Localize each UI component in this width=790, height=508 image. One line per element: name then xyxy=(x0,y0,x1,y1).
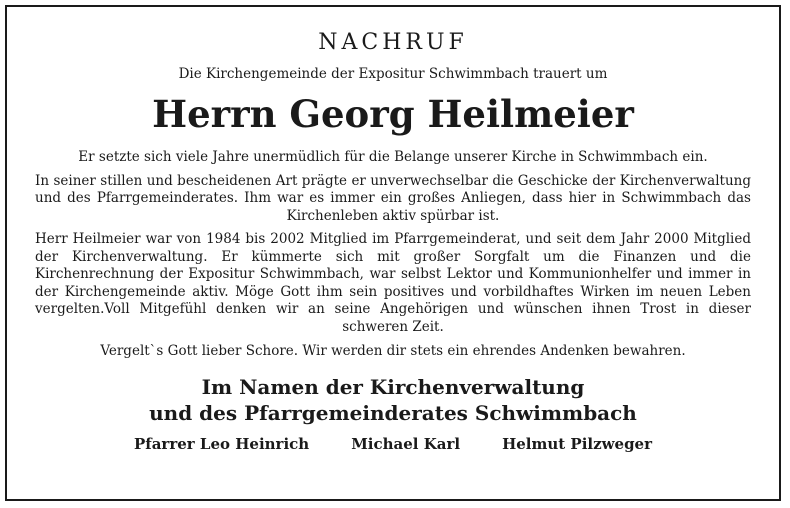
closing-line: Vergelt`s Gott lieber Schore. Wir werden dir stets ein ehrendes Andenken bewahren. xyxy=(100,343,686,359)
signatories xyxy=(35,434,751,454)
deceased-name: Herrn Georg Heilmeier xyxy=(152,92,634,136)
signature-line-2: und des Pfarrgemeinderates Schwimmbach xyxy=(149,401,637,425)
paragraph-2: In seiner stillen und bescheidenen Art prägte er unverwechselbar die Geschicke der Kirchenverwaltung und des Pfarrgemeinderates. Ihm war es immer ein großes Anliegen, dass hier in Schwimmbach das Kirchenleben aktiv spürbar ist. xyxy=(35,172,751,224)
signatory-name: Helmut Pilzweger xyxy=(502,435,653,453)
signatory-name: Michael Karl xyxy=(351,435,461,453)
paragraph-1: Er setzte sich viele Jahre unermüdlich für die Belange unserer Kirche in Schwimmbach ein. xyxy=(78,149,708,165)
signature-block xyxy=(35,374,751,426)
obituary-frame xyxy=(5,5,781,501)
signatory-name: Pfarrer Leo Heinrich xyxy=(133,435,310,453)
obituary-heading: NACHRUF xyxy=(318,30,468,55)
obituary-content xyxy=(35,7,751,454)
signature-line-1: Im Namen der Kirchenverwaltung xyxy=(201,375,585,399)
paragraph-3: Herr Heilmeier war von 1984 bis 2002 Mitglied im Pfarrgemeinderat, und seit dem Jahr 2000 Mitglied der Kirchenverwaltung. Er kümmerte sich mit großer Sorgfalt um die Finanzen und die Kirchenrechnung der Expositur Schwimmbach, war selbst Lektor und Kommunionhelfer und immer in der Kirchengemeinde aktiv. Möge Gott ihm sein positives und vorbildhaftes Wirken im neuen Leben vergelten.Voll Mitgefühl denken wir an seine Angehörigen und wünschen ihnen Trost in dieser schweren Zeit. xyxy=(35,231,751,335)
intro-line: Die Kirchengemeinde der Expositur Schwimmbach trauert um xyxy=(178,66,608,82)
